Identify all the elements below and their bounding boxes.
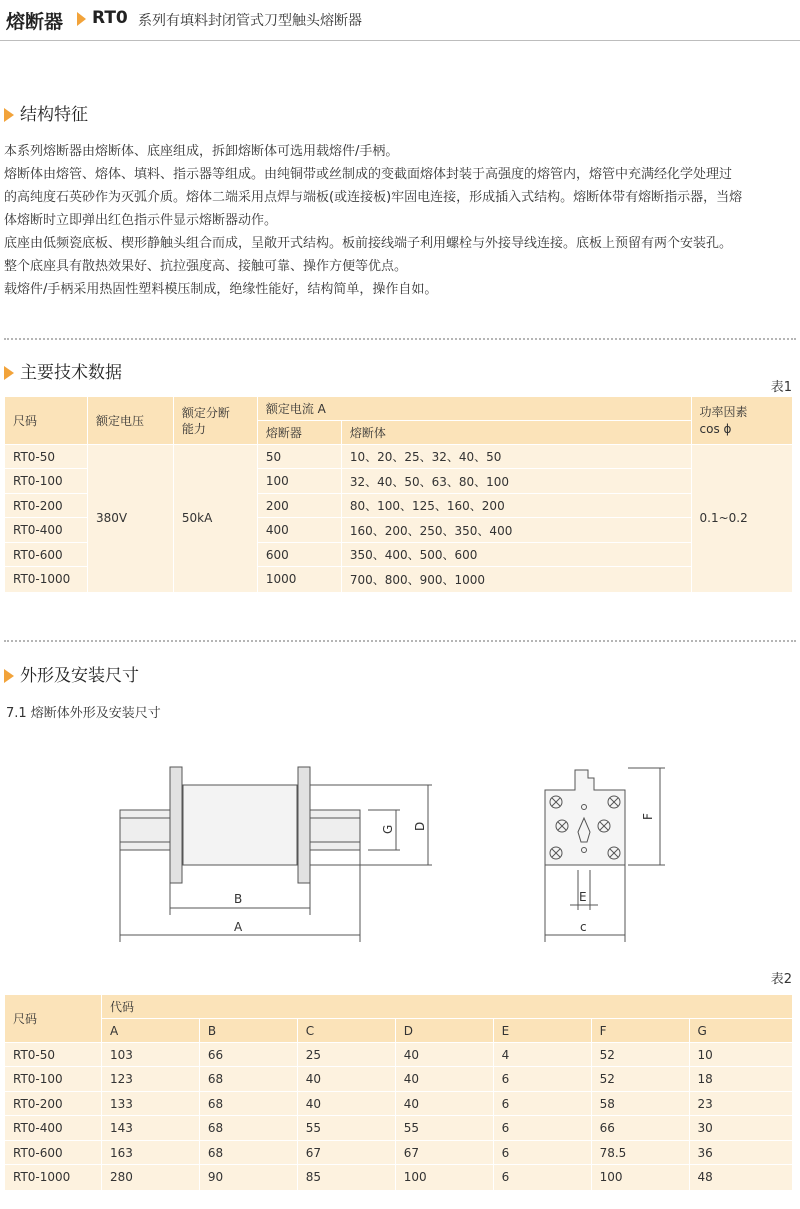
cell: 40 <box>297 1092 395 1116</box>
cell: 55 <box>395 1116 493 1141</box>
cell: 100 <box>395 1165 493 1190</box>
cell: 67 <box>297 1141 395 1165</box>
th-current: 额定电流 A <box>257 397 691 421</box>
cell: 10 <box>689 1043 792 1067</box>
section-title-dimensions <box>4 661 139 686</box>
th-size: 尺码 <box>5 995 102 1043</box>
cell-fuse: 600 <box>257 543 341 567</box>
cell: 66 <box>199 1043 297 1067</box>
cell-link: 32、40、50、63、80、100 <box>341 469 691 494</box>
fuse-body <box>183 785 297 865</box>
section-title-tech-data <box>4 358 122 383</box>
dimension-table <box>4 994 792 1190</box>
cell: 40 <box>395 1043 493 1067</box>
dimension-drawing <box>0 750 800 950</box>
cell: 6 <box>493 1067 591 1092</box>
dim-label-f: F <box>641 813 655 820</box>
cell: 103 <box>101 1043 199 1067</box>
th-code: 代码 <box>101 995 792 1019</box>
dim-label-e: E <box>579 890 587 904</box>
cell: 36 <box>689 1141 792 1165</box>
th-pf-line2: cos ϕ <box>699 421 732 436</box>
cell: 40 <box>297 1067 395 1092</box>
cell: 123 <box>101 1067 199 1092</box>
table-row <box>5 1092 793 1116</box>
cell: 4 <box>493 1043 591 1067</box>
th-breaking-line1: 额定分断 <box>181 405 230 420</box>
th-fuse: 熔断器 <box>257 421 341 445</box>
section-arrow-icon <box>4 366 14 380</box>
cell-size: RT0-100 <box>5 469 88 494</box>
cell: 133 <box>101 1092 199 1116</box>
structure-description <box>4 140 796 301</box>
right-end-plate <box>298 767 310 883</box>
cell: 52 <box>591 1067 689 1092</box>
th-breaking-line2: 能力 <box>181 421 206 436</box>
dotted-divider <box>4 640 796 642</box>
end-view-outline <box>545 770 625 865</box>
cell: 90 <box>199 1165 297 1190</box>
cell-fuse: 50 <box>257 445 341 469</box>
cell-size: RT0-400 <box>5 1116 102 1141</box>
cell: 52 <box>591 1043 689 1067</box>
cell: 55 <box>297 1116 395 1141</box>
dim-label-d: D <box>413 821 427 831</box>
th-col-g: G <box>689 1019 792 1043</box>
th-col-d: D <box>395 1019 493 1043</box>
cell: 163 <box>101 1141 199 1165</box>
para-line: 体熔断时立即弹出红色指示件显示熔断器动作。 <box>4 213 278 228</box>
th-col-b: B <box>199 1019 297 1043</box>
cell-size: RT0-600 <box>5 543 88 567</box>
cell: 30 <box>689 1116 792 1141</box>
cell: 18 <box>689 1067 792 1092</box>
cell: 25 <box>297 1043 395 1067</box>
cell: 58 <box>591 1092 689 1116</box>
dim-label-c: c <box>580 920 587 934</box>
cell-size: RT0-100 <box>5 1067 102 1092</box>
table-row <box>5 1043 793 1067</box>
table1-label: 表1 <box>770 380 792 395</box>
section-title-text: 结构特征 <box>20 105 88 125</box>
cell: 280 <box>101 1165 199 1190</box>
cell: 23 <box>689 1092 792 1116</box>
cell: 6 <box>493 1116 591 1141</box>
para-line: 的高纯度石英砂作为灭弧介质。熔体二端采用点焊与端板(或连接板)牢固电连接，形成插入式结构。熔断体带有熔断指示器，当熔 <box>4 190 743 205</box>
th-col-a: A <box>101 1019 199 1043</box>
cell-size: RT0-600 <box>5 1141 102 1165</box>
cell-link: 700、800、900、1000 <box>341 567 691 592</box>
tech-data-table <box>4 396 792 592</box>
cell-size: RT0-200 <box>5 1092 102 1116</box>
th-col-f: F <box>591 1019 689 1043</box>
cell: 68 <box>199 1141 297 1165</box>
para-line: 底座由低频瓷底板、楔形静触头组合而成，呈敞开式结构。板前接线端子利用螺栓与外接导线连接。底板上预留有两个安装孔。 <box>4 236 733 251</box>
cell: 6 <box>493 1141 591 1165</box>
th-pf <box>691 397 792 445</box>
cell-size: RT0-50 <box>5 445 88 469</box>
cell: 143 <box>101 1116 199 1141</box>
cell: 68 <box>199 1067 297 1092</box>
section-title-text: 外形及安装尺寸 <box>20 666 139 686</box>
section-title-text: 主要技术数据 <box>20 363 122 383</box>
table-row <box>5 1067 793 1092</box>
th-voltage: 额定电压 <box>87 397 173 445</box>
cell-fuse: 400 <box>257 518 341 543</box>
cell-size: RT0-400 <box>5 518 88 543</box>
cell: 6 <box>493 1165 591 1190</box>
table-row <box>5 1141 793 1165</box>
header-category: 熔断器 <box>6 11 64 33</box>
subsection-title: 7.1 熔断体外形及安装尺寸 <box>6 706 161 721</box>
th-col-e: E <box>493 1019 591 1043</box>
table2-label: 表2 <box>770 972 792 987</box>
dim-label-g: G <box>381 824 395 834</box>
cell: 78.5 <box>591 1141 689 1165</box>
dim-label-a: A <box>234 920 243 934</box>
header-subtitle: 系列有填料封闭管式刀型触头熔断器 <box>138 13 362 29</box>
cell: 100 <box>591 1165 689 1190</box>
th-pf-line1: 功率因素 <box>699 404 748 419</box>
section-arrow-icon <box>4 108 14 122</box>
th-breaking <box>173 397 257 445</box>
cell: 85 <box>297 1165 395 1190</box>
cell-breaking: 50kA <box>173 445 257 592</box>
table-row <box>5 1165 793 1190</box>
cell-link: 160、200、250、350、400 <box>341 518 691 543</box>
cell-link: 10、20、25、32、40、50 <box>341 445 691 469</box>
left-end-plate <box>170 767 182 883</box>
th-col-c: C <box>297 1019 395 1043</box>
cell: 67 <box>395 1141 493 1165</box>
para-line: 本系列熔断器由熔断体、底座组成，拆卸熔断体可选用载熔件/手柄。 <box>4 144 399 159</box>
cell: 6 <box>493 1092 591 1116</box>
header-model: RT0 <box>92 8 128 28</box>
cell-size: RT0-1000 <box>5 1165 102 1190</box>
th-size: 尺码 <box>5 397 88 445</box>
cell-voltage: 380V <box>87 445 173 592</box>
cell: 68 <box>199 1116 297 1141</box>
header-arrow-icon <box>77 12 86 26</box>
para-line: 整个底座具有散热效果好、抗拉强度高、接触可靠、操作方便等优点。 <box>4 259 408 274</box>
para-line: 熔断体由熔管、熔体、填料、指示器等组成。由纯铜带或丝制成的变截面熔体封装于高强度的熔管内，熔管中充满经化学处理过 <box>4 167 733 182</box>
section-arrow-icon <box>4 669 14 683</box>
cell-fuse: 200 <box>257 494 341 518</box>
cell: 48 <box>689 1165 792 1190</box>
cell-pf: 0.1~0.2 <box>691 445 792 592</box>
dim-label-b: B <box>234 892 243 906</box>
cell-fuse: 1000 <box>257 567 341 592</box>
para-line: 载熔件/手柄采用热固性塑料模压制成，绝缘性能好，结构简单，操作自如。 <box>4 282 438 297</box>
cell: 40 <box>395 1067 493 1092</box>
cell-size: RT0-50 <box>5 1043 102 1067</box>
cell: 66 <box>591 1116 689 1141</box>
cell-size: RT0-200 <box>5 494 88 518</box>
page-header <box>0 0 800 41</box>
cell: 68 <box>199 1092 297 1116</box>
cell-link: 350、400、500、600 <box>341 543 691 567</box>
th-fuse-link: 熔断体 <box>341 421 691 445</box>
cell: 40 <box>395 1092 493 1116</box>
dotted-divider <box>4 338 796 340</box>
cell-size: RT0-1000 <box>5 567 88 592</box>
section-title-structure <box>4 100 88 125</box>
cell-fuse: 100 <box>257 469 341 494</box>
cell-link: 80、100、125、160、200 <box>341 494 691 518</box>
table-row <box>5 1116 793 1141</box>
